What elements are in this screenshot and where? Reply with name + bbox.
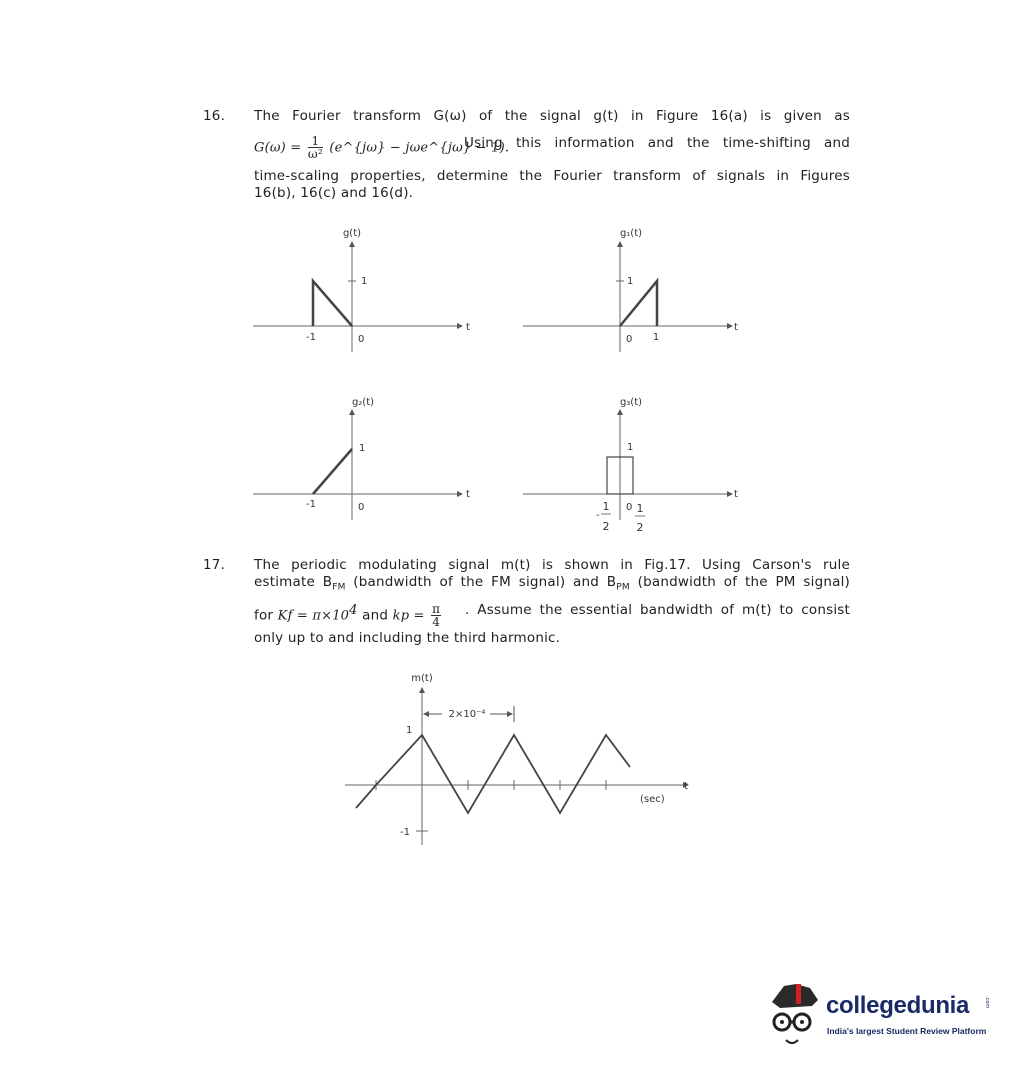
fig17-neg-label: -1 — [400, 827, 410, 838]
fig-a-axis-label: t — [466, 322, 470, 333]
fig-b-title: g₁(t) — [619, 228, 643, 239]
fig-b-origin: 0 — [626, 334, 633, 345]
figure-16b — [523, 228, 738, 352]
q17-kp-fraction — [431, 603, 441, 628]
fig-b-peak-label: 1 — [627, 276, 634, 287]
q17-for: for — [254, 607, 274, 624]
fig-d-axis-label: t — [734, 489, 738, 500]
fig17-period-label: 2×10⁻⁴ — [448, 709, 486, 720]
collegedunia-logo[interactable] — [766, 980, 996, 1050]
fig-d-neg-half-num: 1 — [602, 500, 610, 513]
fig-c-title: g₂(t) — [351, 397, 375, 408]
fig-c-axis-label: t — [466, 489, 470, 500]
fig-a-tick-left: -1 — [306, 332, 316, 343]
fig-d-pos-half-num: 1 — [636, 502, 644, 515]
q17-and: and — [362, 607, 389, 624]
q17-kf-exp: 4 — [349, 603, 358, 618]
q17-sub-fm: FM — [332, 582, 346, 593]
fig-b-tick-right: 1 — [652, 332, 660, 343]
fig-c-peak-label: 1 — [359, 443, 366, 454]
question-17-number: 17. — [203, 557, 226, 573]
fig-a-origin: 0 — [358, 334, 365, 345]
fig17-pos-label: 1 — [406, 725, 413, 736]
question-17-line3 — [254, 594, 850, 629]
figure-16a — [253, 228, 470, 352]
q17-kf-expr: Kf = π×10 — [277, 608, 350, 624]
q17-kp-num: π — [432, 602, 441, 616]
question-16-line1: The Fourier transform G(ω) of the signal g(t) in Figure 16(a) is given as — [254, 108, 850, 124]
question-17-line4: only up to and including the third harmonic. — [254, 630, 561, 646]
fig-c-signal — [313, 449, 352, 494]
q17-kp-expr: kp = — [392, 608, 425, 624]
fig-c-origin: 0 — [358, 502, 365, 513]
logo-tagline: India's largest Student Review Platform — [827, 1026, 987, 1036]
formula-denominator: ω² — [307, 147, 323, 161]
fig-d-peak-label: 1 — [627, 442, 634, 453]
logo-brand-name: collegedunia — [826, 992, 970, 1019]
fig-a-peak-label: 1 — [361, 276, 368, 287]
logo-domain: .com — [984, 996, 990, 1009]
question-16-line4: 16(b), 16(c) and 16(d). — [254, 185, 414, 201]
q17-line3-rest: . Assume the essential bandwidth of m(t) to consist — [465, 602, 850, 618]
fig-a-signal — [313, 281, 352, 326]
fig-c-tick-left: -1 — [306, 499, 316, 510]
formula-lhs: G(ω) = — [254, 140, 302, 156]
q17-sub-pm: PM — [616, 582, 630, 593]
question-17-line1: The periodic modulating signal m(t) is shown in Fig.17. Using Carson's rule — [254, 557, 850, 573]
q17-kp-den: 4 — [432, 615, 441, 629]
fig-d-title: g₃(t) — [619, 397, 643, 408]
figure-16c — [253, 397, 470, 520]
question-16-number: 16. — [203, 108, 226, 124]
q17-line2-b: (bandwidth of the FM signal) and B — [345, 574, 617, 590]
question-16-line3: time-scaling properties, determine the Fourier transform of signals in Figures — [254, 168, 850, 184]
formula-numerator: 1 — [308, 135, 323, 148]
fig-d-neg-sign: - — [596, 510, 600, 521]
fig-a-title: g(t) — [342, 228, 362, 239]
fig-b-signal — [620, 281, 657, 326]
fig17-title: m(t) — [411, 673, 433, 684]
figure-16d — [523, 397, 738, 534]
mascot-icon — [766, 980, 826, 1050]
fig-d-origin: 0 — [626, 502, 633, 513]
fig17-unit-label: (sec) — [640, 794, 665, 805]
q17-line2-c: (bandwidth of the PM signal) — [629, 574, 850, 590]
fig17-axis-label: t — [684, 781, 688, 792]
fig-b-axis-label: t — [734, 322, 738, 333]
q17-line2-a: estimate B — [254, 574, 333, 590]
formula-rhs: (e^{jω} − jωe^{jω} − 1). — [329, 140, 510, 156]
fig-d-pos-half-den: 2 — [636, 521, 644, 534]
question-16-line2: Using this information and the time-shifting and — [464, 135, 850, 151]
fig-d-neg-half-den: 2 — [602, 520, 610, 533]
